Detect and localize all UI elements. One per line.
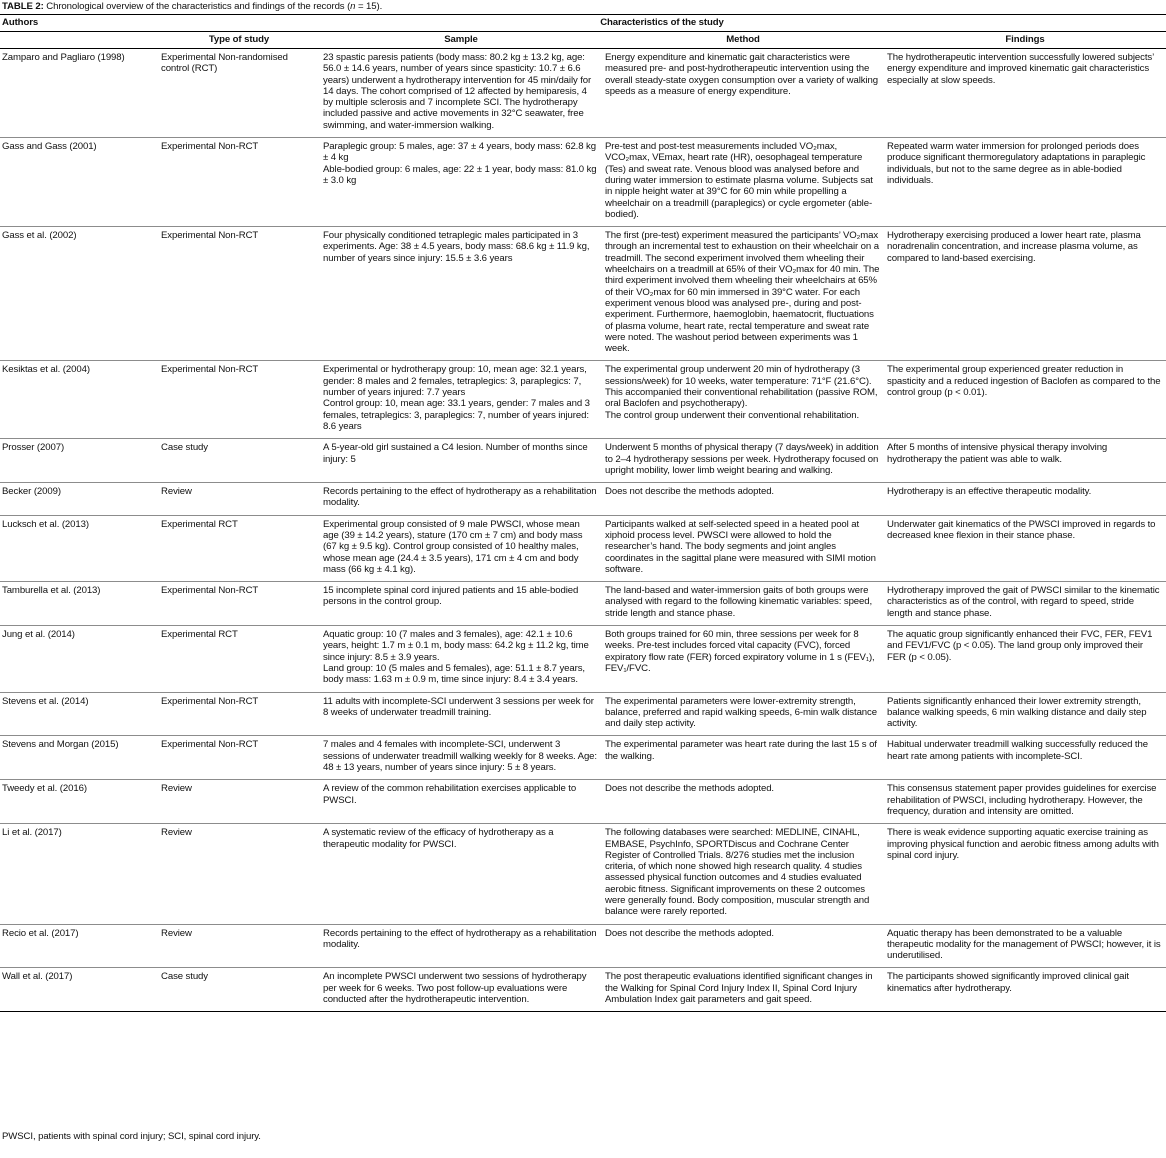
header-type-of-study: Type of study: [158, 32, 320, 49]
table-row: [0, 736, 1166, 780]
author-cell: Becker (2009): [0, 483, 158, 516]
findings-cell: The participants showed significantly improved clinical gait kinematics after hydrotherapy.: [884, 968, 1166, 1012]
sample-cell: 15 incomplete spinal cord injured patients and 15 able-bodied persons in the control group.: [320, 582, 602, 626]
method-cell: The land-based and water-immersion gaits of both groups were analysed with regard to the following kinematic variables: speed, stride length and stance phase.: [602, 582, 884, 626]
method-cell: The experimental parameter was heart rate during the last 15 s of the walking.: [602, 736, 884, 780]
study-type-cell: Experimental RCT: [158, 515, 320, 581]
sample-cell: Paraplegic group: 5 males, age: 37 ± 4 years, body mass: 62.8 kg ± 4 kg Able-bodied group: 6 males, age: 22 ± 1 year, body mass: 81.0 kg ± 3.0 kg: [320, 138, 602, 227]
method-cell: Energy expenditure and kinematic gait characteristics were measured pre- and post-hydrotherapeutic intervention using the overall steady-state oxygen consumption over a variety of walking speeds as a measure of energy expenditure.: [602, 49, 884, 138]
findings-cell: Underwater gait kinematics of the PWSCI improved in regards to decreased knee flexion in their stance phase.: [884, 515, 1166, 581]
table-row: [0, 780, 1166, 824]
study-type-cell: Experimental Non-RCT: [158, 692, 320, 736]
method-cell: The post therapeutic evaluations identified significant changes in the Walking for Spinal Cord Injury Index II, Spinal Cord Injury Ambulation Index gait parameters and gait speed.: [602, 968, 884, 1012]
author-cell: Tamburella et al. (2013): [0, 582, 158, 626]
sample-cell: Four physically conditioned tetraplegic males participated in 3 experiments. Age: 38 ± 4.5 years, body mass: 68.6 kg ± 11.9 kg, number of years since injury: 15.5 ± 3.6 years: [320, 227, 602, 361]
study-type-cell: Experimental Non-RCT: [158, 582, 320, 626]
author-cell: Stevens et al. (2014): [0, 692, 158, 736]
method-cell: Pre-test and post-test measurements included VO₂max, VCO₂max, VEmax, heart rate (HR), oesophageal temperature (Tes) and sweat rate. Venous blood was analysed before and during water immersion to estimate plasma volume. Subjects sat in nipple height water at 39°C for 60 min while propelling a wheelchair on a treadmill (paraplegics) or cycle ergometer (able-bodied).: [602, 138, 884, 227]
findings-cell: This consensus statement paper provides guidelines for exercise rehabilitation of PWSCI, including hydrotherapy. However, the frequency, duration and intensity are omitted.: [884, 780, 1166, 824]
study-type-cell: Review: [158, 824, 320, 924]
method-cell: The first (pre-test) experiment measured the participants’ VO₂max through an incremental test to exhaustion on their wheelchair on a treadmill. The second experiment involved them wheeling their wheelchairs on a treadmill at 65% of their VO₂max for 40 min. The third experiment involved them wheeling their wheelchairs at 65% of their VO₂max for 60 min immersed in 39°C water. For each experiment venous blood was analysed pre-, during and post-experiment. Furthermore, haemoglobin, haematocrit, fluctuations of plasma volume, heart rate, rectal temperature and sweat rate were noted. The washout period between experiments was 1 week.: [602, 227, 884, 361]
sample-cell: Experimental or hydrotherapy group: 10, mean age: 32.1 years, gender: 8 males and 2 females, tetraplegics: 3, paraplegics: 7, number of years injured: 7.7 years Control group: 10, mean age: 33.1 years, gender: 7 males and 3 females, tetraplegics: 3, paraplegics: 7, number of years injured: 8.6 years: [320, 361, 602, 439]
method-cell: Underwent 5 months of physical therapy (7 days/week) in addition to 2–4 hydrotherapy sessions per week. Hydrotherapy focused on upright mobility, lower limb weight bearing and walking.: [602, 439, 884, 483]
study-type-cell: Experimental Non-randomised control (RCT): [158, 49, 320, 138]
caption-label: TABLE 2:: [2, 1, 44, 12]
table-row: [0, 138, 1166, 227]
records-table: [0, 14, 1166, 1012]
method-cell: Both groups trained for 60 min, three sessions per week for 8 weeks. Pre-test includes forced vital capacity (FVC), forced expiratory flow rate (FER) forced expiratory volume in 1 s (FEV₁), FEV₁/FVC.: [602, 626, 884, 692]
table-caption: [2, 1, 382, 12]
author-cell: Gass and Gass (2001): [0, 138, 158, 227]
table-row: [0, 361, 1166, 439]
study-type-cell: Case study: [158, 968, 320, 1012]
author-cell: Zamparo and Pagliaro (1998): [0, 49, 158, 138]
author-cell: Stevens and Morgan (2015): [0, 736, 158, 780]
author-cell: Tweedy et al. (2016): [0, 780, 158, 824]
table-row: [0, 626, 1166, 692]
findings-cell: Hydrotherapy is an effective therapeutic modality.: [884, 483, 1166, 516]
table-row: [0, 515, 1166, 581]
study-type-cell: Review: [158, 483, 320, 516]
table-row: [0, 582, 1166, 626]
sample-cell: Records pertaining to the effect of hydrotherapy as a rehabilitation modality.: [320, 483, 602, 516]
method-cell: The experimental parameters were lower-extremity strength, balance, preferred and rapid walking speeds, 6-min walk distance and daily step activity.: [602, 692, 884, 736]
sample-cell: 23 spastic paresis patients (body mass: 80.2 kg ± 13.2 kg, age: 56.0 ± 14.6 years, number of years since spasticity: 10.7 ± 6.6 years) underwent a hydrotherapy intervention for 45 min/daily for 14 days. The cohort comprised of 12 affected by hemiparesis, 4 by multiple sclerosis and 7 incomplete SCI. The hydrotherapy included passive and active movements in 32°C seawater, free swimming, and water-immersion walking.: [320, 49, 602, 138]
findings-cell: Patients significantly enhanced their lower extremity strength, balance walking speeds, 6 min walking distance and daily step activity.: [884, 692, 1166, 736]
findings-cell: The aquatic group significantly enhanced their FVC, FER, FEV1 and FEV1/FVC (p < 0.05). The land group only improved their FER (p < 0.05).: [884, 626, 1166, 692]
sample-cell: An incomplete PWSCI underwent two sessions of hydrotherapy per week for 6 weeks. Two post follow-up evaluations were conducted after the hydrotherapeutic intervention.: [320, 968, 602, 1012]
author-cell: Prosser (2007): [0, 439, 158, 483]
findings-cell: Repeated warm water immersion for prolonged periods does produce significant thermoregulatory adaptations in paraplegic individuals, but not to the same degree as in able-bodied individuals.: [884, 138, 1166, 227]
author-cell: Wall et al. (2017): [0, 968, 158, 1012]
caption-text: Chronological overview of the characteristics and findings of the records (: [46, 1, 351, 12]
study-type-cell: Case study: [158, 439, 320, 483]
findings-cell: After 5 months of intensive physical therapy involving hydrotherapy the patient was able to walk.: [884, 439, 1166, 483]
findings-cell: Habitual underwater treadmill walking successfully reduced the heart rate among patients with incomplete-SCI.: [884, 736, 1166, 780]
header-authors: Authors: [0, 15, 158, 32]
findings-cell: Hydrotherapy improved the gait of PWSCI similar to the kinematic characteristics as of the control, with regard to speed, stride length and stance phase.: [884, 582, 1166, 626]
caption-count: = 15).: [355, 1, 383, 12]
sample-cell: A review of the common rehabilitation exercises applicable to PWSCI.: [320, 780, 602, 824]
sample-cell: A systematic review of the efficacy of hydrotherapy as a therapeutic modality for PWSCI.: [320, 824, 602, 924]
method-cell: Does not describe the methods adopted.: [602, 483, 884, 516]
findings-cell: The experimental group experienced greater reduction in spasticity and a reduced ingestion of Baclofen as compared to the control group (p < 0.01).: [884, 361, 1166, 439]
table-body: [0, 49, 1166, 1012]
findings-cell: There is weak evidence supporting aquatic exercise training as improving physical function and aerobic fitness among adults with spinal cord injury.: [884, 824, 1166, 924]
sample-cell: A 5-year-old girl sustained a C4 lesion. Number of months since injury: 5: [320, 439, 602, 483]
header-row-group: [0, 15, 1166, 32]
method-cell: The following databases were searched: MEDLINE, CINAHL, EMBASE, PsychInfo, SPORTDiscus and Cochrane Center Register of Controlled Trials. 8/276 studies met the inclusion criteria, of which none showed high research quality. 4 studies assessed physical function outcomes and 4 studies evaluated aerobic fitness. Significant improvements on these 2 outcomes were generally found. Body composition, muscular strength and balance were rarely reported.: [602, 824, 884, 924]
study-type-cell: Review: [158, 780, 320, 824]
method-cell: The experimental group underwent 20 min of hydrotherapy (3 sessions/week) for 10 weeks, water temperature: 71°F (21.6°C). This accompanied their conventional rehabilitation (passive ROM, oral Baclofen and psychotherapy). The control group underwent their conventional rehabilitation.: [602, 361, 884, 439]
sample-cell: Aquatic group: 10 (7 males and 3 females), age: 42.1 ± 10.6 years, height: 1.7 m ± 0.1 m, body mass: 64.2 kg ± 11.2 kg, time since injury: 8.5 ± 3.9 years. Land group: 10 (5 males and 5 females), age: 51.1 ± 8.7 years, body mass: 1.63 m ± 0.9 m, time since injury: 8.4 ± 3.4 years.: [320, 626, 602, 692]
author-cell: Gass et al. (2002): [0, 227, 158, 361]
author-cell: Lucksch et al. (2013): [0, 515, 158, 581]
table-row: [0, 968, 1166, 1012]
table-row: [0, 227, 1166, 361]
sample-cell: 7 males and 4 females with incomplete-SCI, underwent 3 sessions of underwater treadmill walking weekly for 8 weeks. Age: 48 ± 13 years, number of years since injury: 5 ± 8 years.: [320, 736, 602, 780]
sample-cell: Records pertaining to the effect of hydrotherapy as a rehabilitation modality.: [320, 924, 602, 968]
author-cell: Li et al. (2017): [0, 824, 158, 924]
header-characteristics: Characteristics of the study: [158, 15, 1166, 32]
sample-cell: Experimental group consisted of 9 male PWSCI, whose mean age (39 ± 14.2 years), stature (170 cm ± 7 cm) and body mass (67 kg ± 9.5 kg). Control group consisted of 10 healthy males, whose mean age (24.4 ± 3.5 years), 171 cm ± 4 cm and body mass (66 kg ± 4.1 kg).: [320, 515, 602, 581]
method-cell: Does not describe the methods adopted.: [602, 924, 884, 968]
table-row: [0, 824, 1166, 924]
table-row: [0, 483, 1166, 516]
study-type-cell: Experimental Non-RCT: [158, 361, 320, 439]
table-footnote: PWSCI, patients with spinal cord injury; SCI, spinal cord injury.: [2, 1131, 261, 1142]
header-sample: Sample: [320, 32, 602, 49]
author-cell: Recio et al. (2017): [0, 924, 158, 968]
table-row: [0, 49, 1166, 138]
study-type-cell: Experimental Non-RCT: [158, 227, 320, 361]
findings-cell: The hydrotherapeutic intervention successfully lowered subjects’ energy expenditure and improved kinematic gait characteristics especially at slow speeds.: [884, 49, 1166, 138]
study-type-cell: Review: [158, 924, 320, 968]
header-method: Method: [602, 32, 884, 49]
table-row: [0, 692, 1166, 736]
header-blank: [0, 32, 158, 49]
author-cell: Jung et al. (2014): [0, 626, 158, 692]
header-row-columns: [0, 32, 1166, 49]
author-cell: Kesiktas et al. (2004): [0, 361, 158, 439]
method-cell: Participants walked at self-selected speed in a heated pool at xiphoid process level. PWSCI were allowed to hold the researcher’s hand. The body segments and joint angles coordinates in the sagittal plane were measured with SIMI motion software.: [602, 515, 884, 581]
caption-n-symbol: n: [350, 1, 356, 12]
study-type-cell: Experimental Non-RCT: [158, 736, 320, 780]
study-type-cell: Experimental RCT: [158, 626, 320, 692]
sample-cell: 11 adults with incomplete-SCI underwent 3 sessions per week for 8 weeks of underwater treadmill training.: [320, 692, 602, 736]
findings-cell: Aquatic therapy has been demonstrated to be a valuable therapeutic modality for the management of PWSCI; however, it is underutilised.: [884, 924, 1166, 968]
header-findings: Findings: [884, 32, 1166, 49]
findings-cell: Hydrotherapy exercising produced a lower heart rate, plasma noradrenalin concentration, and increase plasma volume, as compared to land-based exercising.: [884, 227, 1166, 361]
study-type-cell: Experimental Non-RCT: [158, 138, 320, 227]
table-row: [0, 439, 1166, 483]
table-row: [0, 924, 1166, 968]
method-cell: Does not describe the methods adopted.: [602, 780, 884, 824]
